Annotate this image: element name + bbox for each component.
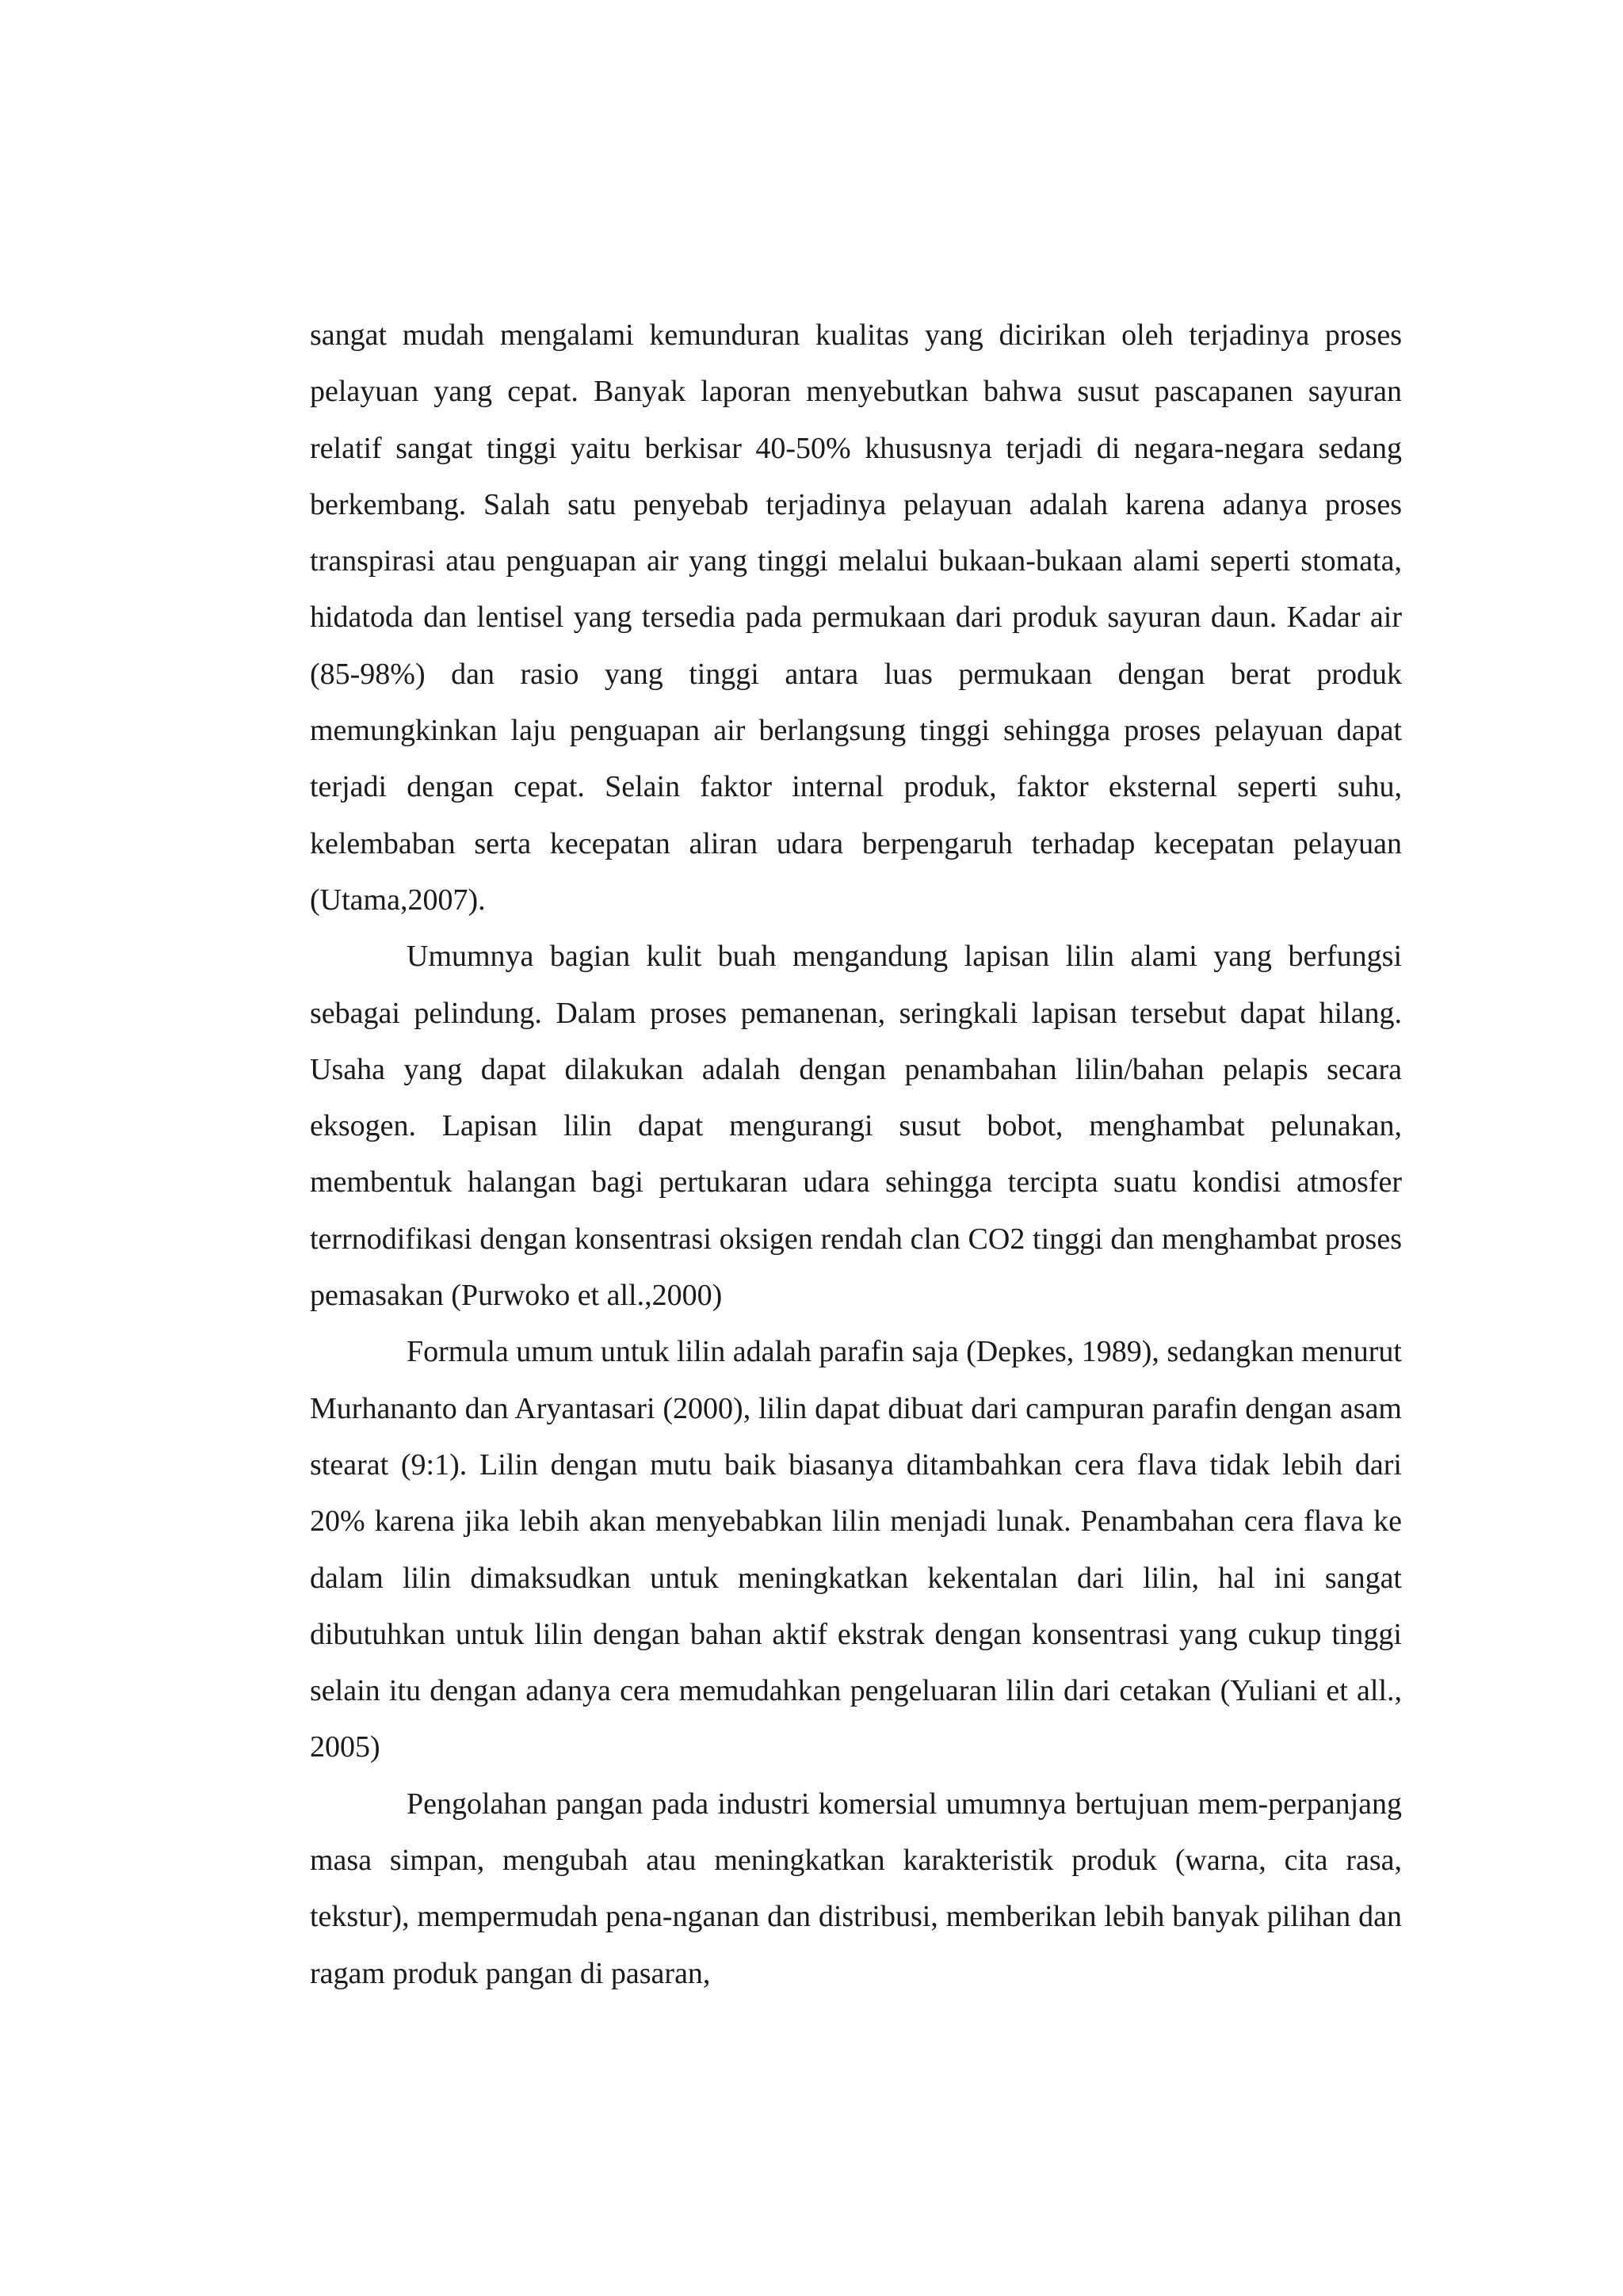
paragraph-pelayuan: sangat mudah mengalami kemunduran kualitas yang dicirikan oleh terjadinya proses pelayuan yang cepat. Banyak laporan menyebutkan bahwa susut pascapanen sayuran relatif sangat tinggi yaitu berkisar 40-50% khususnya terjadi di negara-negara sedang berkembang. Salah satu penyebab terjadinya pelayuan adalah karena adanya proses transpirasi atau penguapan air yang tinggi melalui bukaan-bukaan alami seperti stomata, hidatoda dan lentisel yang tersedia pada permukaan dari produk sayuran daun. Kadar air (85-98%) dan rasio yang tinggi antara luas permukaan dengan berat produk memungkinkan laju penguapan air berlangsung tinggi sehingga proses pelayuan dapat terjadi dengan cepat. Selain faktor internal produk, faktor eksternal seperti suhu, kelembaban serta kecepatan aliran udara berpengaruh terhadap kecepatan pelayuan (Utama,2007). [310,318,1402,917]
paragraph-pengolahan-pangan: Pengolahan pangan pada industri komersial umumnya bertujuan mem-perpanjang masa simpan, mengubah atau meningkatkan karakteristik produk (warna, cita rasa, tekstur), mempermudah pena-nganan dan distribusi, memberikan lebih banyak pilihan dan ragam produk pangan di pasaran, [310,1787,1402,1990]
paragraph-formula-lilin: Formula umum untuk lilin adalah parafin saja (Depkes, 1989), sedangkan menurut Murhananto dan Aryantasari (2000), lilin dapat dibuat dari campuran parafin dengan asam stearat (9:1). Lilin dengan mutu baik biasanya ditambahkan cera flava tidak lebih dari 20% karena jika lebih akan menyebabkan lilin menjadi lunak. Penambahan cera flava ke dalam lilin dimaksudkan untuk meningkatkan kekentalan dari lilin, hal ini sangat dibutuhkan untuk lilin dengan bahan aktif ekstrak dengan konsentrasi yang cukup tinggi selain itu dengan adanya cera memudahkan pengeluaran lilin dari cetakan (Yuliani et all., 2005) [310,1335,1402,1764]
document-page [310,307,1402,2002]
paragraph-lapisan-lilin: Umumnya bagian kulit buah mengandung lapisan lilin alami yang berfungsi sebagai pelindung. Dalam proses pemanenan, seringkali lapisan tersebut dapat hilang. Usaha yang dapat dilakukan adalah dengan penambahan lilin/bahan pelapis secara eksogen. Lapisan lilin dapat mengurangi susut bobot, menghambat pelunakan, membentuk halangan bagi pertukaran udara sehingga tercipta suatu kondisi atmosfer terrnodifikasi dengan konsentrasi oksigen rendah clan CO2 tinggi dan menghambat proses pemasakan (Purwoko et all.,2000) [310,940,1402,1313]
